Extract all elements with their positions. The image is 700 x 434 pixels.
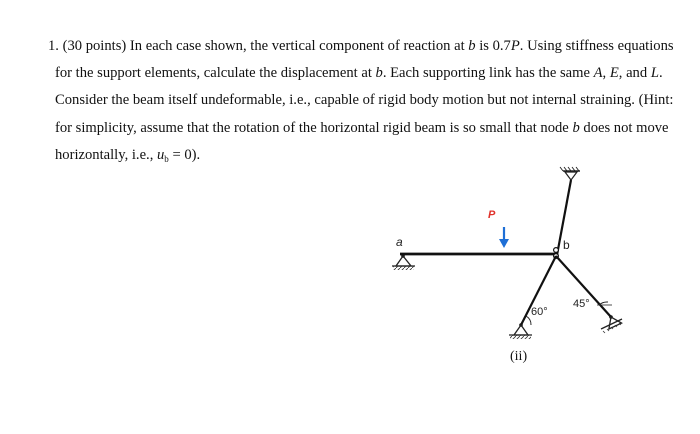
figure-caption: (ii) — [510, 349, 528, 364]
problem-line-5: horizontally, i.e., $u_b = 0$). — [55, 146, 201, 164]
top-fixed-support — [560, 167, 580, 180]
load-arrow — [499, 227, 509, 248]
pin-support-right — [601, 314, 622, 333]
angle-label-45: 45° — [573, 298, 590, 310]
problem-number: 1. — [48, 38, 59, 54]
node-label-b: b — [563, 238, 570, 252]
problem-points: (30 points) — [62, 38, 127, 54]
problem-line-4: for simplicity, assume that the rotation of the horizontal rigid beam is so small that node b does not move — [55, 119, 669, 136]
angle-label-60: 60° — [531, 306, 548, 318]
node-label-a: a — [396, 235, 403, 249]
angle-arc-45 — [599, 302, 608, 305]
node-b-pin-upper — [554, 248, 559, 253]
pin-support-a — [392, 254, 415, 270]
problem-line-1: 1. (30 points) In each case shown, the vertical component of reaction at b is 0.7P. Using stiffness equations — [48, 38, 674, 54]
pin-support-bottom-left — [509, 323, 532, 339]
problem-line-3: Consider the beam itself undeformable, i.e., capable of rigid body motion but not internal straining. (Hint: — [55, 92, 674, 109]
load-label-P: P — [488, 209, 496, 221]
problem-line-2: for the support elements, calculate the displacement at b. Each supporting link has the same A, E, and L. — [55, 65, 663, 82]
